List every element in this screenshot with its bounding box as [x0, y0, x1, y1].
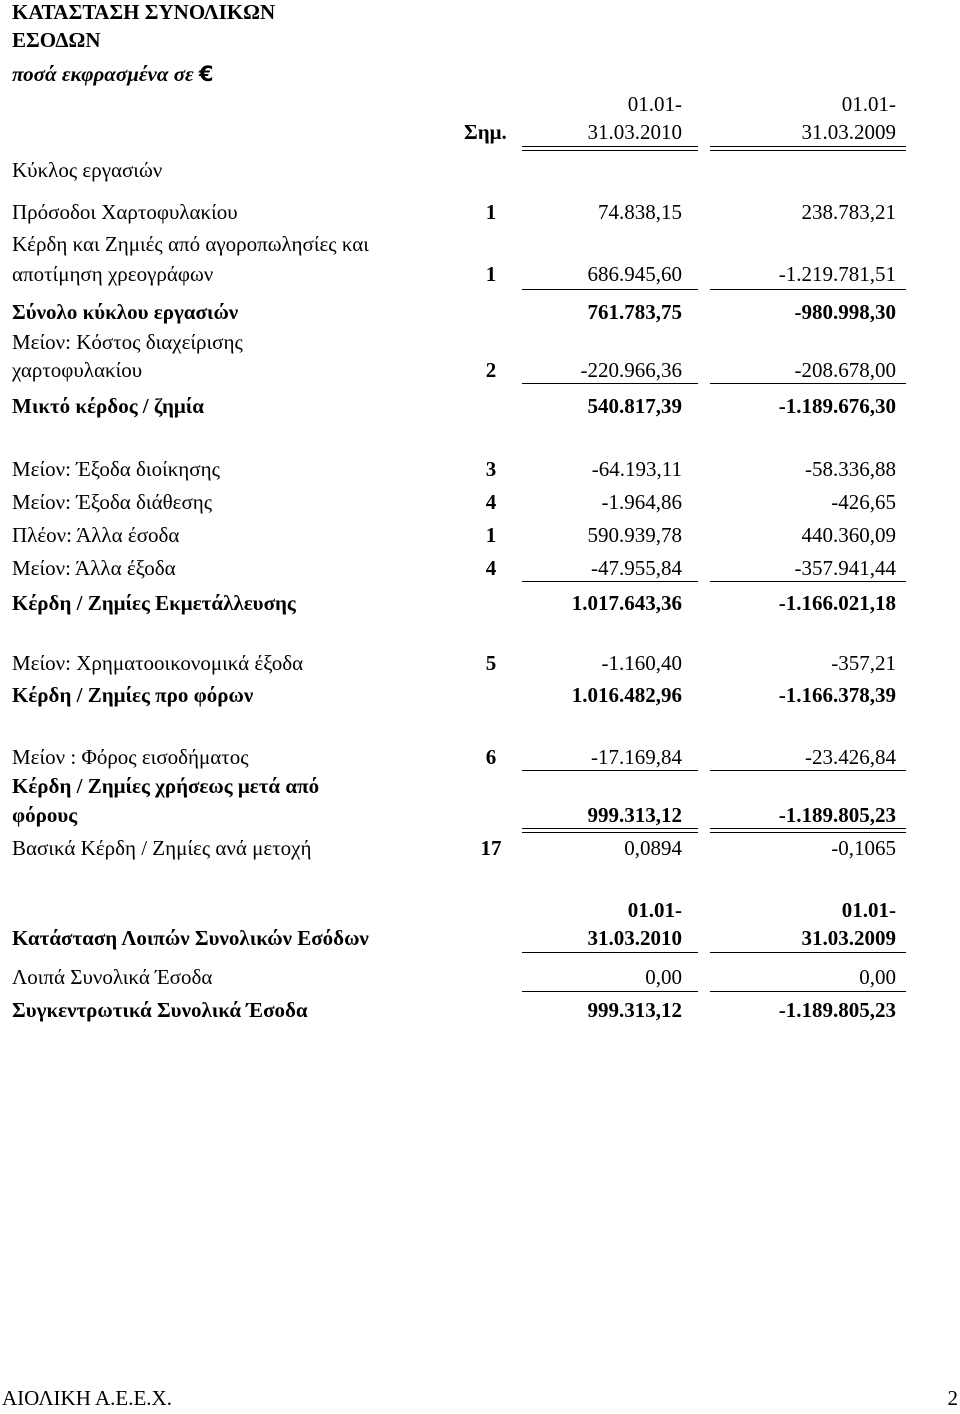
double-rule-1	[522, 828, 698, 833]
row-label-line2: αποτίμηση χρεογράφων	[12, 262, 214, 286]
oci-row-value-2010: 0,00	[645, 965, 682, 989]
row-value-2010: 1.016.482,96	[571, 683, 682, 707]
row-label: Σύνολο κύκλου εργασιών	[12, 300, 239, 324]
row-value-2009: 440.360,09	[801, 523, 896, 547]
subtitle-text: ποσά εκφρασμένα σε	[12, 62, 194, 86]
footer-company: ΑΙΟΛΙΚΗ Α.Ε.Ε.Χ.	[2, 1386, 172, 1410]
header-double-rule-2	[710, 146, 906, 151]
row-label: Μείον: Χρηματοοικονομικά έξοδα	[12, 651, 304, 675]
row-value-2010: 1.017.643,36	[571, 591, 682, 615]
underline	[710, 383, 906, 384]
oci-row-label: Λοιπά Συνολικά Έσοδα	[12, 965, 213, 989]
oci-title: Κατάσταση Λοιπών Συνολικών Εσόδων	[12, 926, 369, 950]
oci-row-value-2010: 999.313,12	[587, 998, 682, 1022]
note-column-header: Σημ.	[464, 120, 507, 144]
period1-header-line2: 31.03.2010	[587, 120, 682, 144]
row-label: Μείον: Άλλα έξοδα	[12, 556, 176, 580]
row-value-2009: -0,1065	[831, 836, 896, 860]
row-value-2009: -208.678,00	[794, 358, 896, 382]
oci-row-value-2009: 0,00	[859, 965, 896, 989]
row-label: Πλέον: Άλλα έσοδα	[12, 523, 180, 547]
row-value-2010: 74.838,15	[598, 200, 682, 224]
row-value-2010: -47.955,84	[591, 556, 682, 580]
row-label: Πρόσοδοι Χαρτοφυλακίου	[12, 200, 238, 224]
row-note: 1	[485, 262, 497, 286]
row-note: 17	[480, 836, 502, 860]
row-value-2010: 0,0894	[624, 836, 682, 860]
period1-header-line1: 01.01-	[627, 92, 682, 116]
page-title-line2: ΕΣΟΔΩΝ	[12, 28, 101, 52]
underline	[522, 383, 698, 384]
row-note: 4	[485, 556, 497, 580]
row-value-2009: -426,65	[831, 490, 896, 514]
row-value-2010: -17.169,84	[591, 745, 682, 769]
row-value-2009: -58.336,88	[805, 457, 896, 481]
row-label-line1: Κέρδη και Ζημιές από αγοροπωλησίες και	[12, 232, 369, 256]
row-value-2010: -1.160,40	[601, 651, 682, 675]
row-value-2009: -1.166.021,18	[778, 591, 896, 615]
row-value-2010: -64.193,11	[591, 457, 682, 481]
row-label: Μικτό κέρδος / ζημία	[12, 394, 205, 418]
oci-period2-line1: 01.01-	[841, 898, 896, 922]
row-value-2009: -1.166.378,39	[778, 683, 896, 707]
row-note: 2	[485, 358, 497, 382]
euro-icon: €	[198, 62, 214, 86]
page-title-line1: ΚΑΤΑΣΤΑΣΗ ΣΥΝΟΛΙΚΩΝ	[12, 0, 276, 24]
row-label: Βασικά Κέρδη / Ζημίες ανά μετοχή	[12, 836, 312, 860]
underline	[710, 770, 906, 771]
row-label: Κέρδη / Ζημίες προ φόρων	[12, 683, 254, 707]
row-value-2009: -1.189.805,23	[778, 803, 896, 827]
row-label: Κέρδη / Ζημίες Εκμετάλλευσης	[12, 591, 296, 615]
row-value-2010: -1.964,86	[601, 490, 682, 514]
row-value-2009: -980.998,30	[794, 300, 896, 324]
row-value-2009: 238.783,21	[801, 200, 896, 224]
row-note: 3	[485, 457, 497, 481]
oci-period2-line2: 31.03.2009	[801, 926, 896, 950]
row-note: 6	[485, 745, 497, 769]
row-label: Μείον: Έξοδα διοίκησης	[12, 457, 220, 481]
header-double-rule-1	[522, 146, 698, 151]
row-note: 5	[485, 651, 497, 675]
underline	[710, 991, 906, 992]
section-turnover: Κύκλος εργασιών	[12, 158, 163, 182]
row-value-2009: -1.219.781,51	[778, 262, 896, 286]
row-value-2010: -220.966,36	[580, 358, 682, 382]
row-value-2010: 761.783,75	[587, 300, 682, 324]
row-label-line2: φόρους	[12, 803, 78, 827]
period2-header-line1: 01.01-	[841, 92, 896, 116]
row-value-2010: 590.939,78	[587, 523, 682, 547]
oci-row-value-2009: -1.189.805,23	[778, 998, 896, 1022]
oci-period1-line2: 31.03.2010	[587, 926, 682, 950]
row-label: Μείον : Φόρος εισοδήματος	[12, 745, 249, 769]
underline	[522, 952, 698, 953]
underline	[710, 952, 906, 953]
row-label-line1: Μείον: Κόστος διαχείρισης	[12, 330, 243, 354]
double-rule-2	[710, 828, 906, 833]
underline	[522, 770, 698, 771]
row-note: 1	[485, 200, 497, 224]
underline	[522, 581, 698, 582]
row-value-2010: 999.313,12	[587, 803, 682, 827]
period2-header-line2: 31.03.2009	[801, 120, 896, 144]
row-note: 4	[485, 490, 497, 514]
oci-row-label: Συγκεντρωτικά Συνολικά Έσοδα	[12, 998, 308, 1022]
oci-period1-line1: 01.01-	[627, 898, 682, 922]
row-note: 1	[485, 523, 497, 547]
currency-subtitle	[12, 62, 214, 87]
row-value-2010: 686.945,60	[587, 262, 682, 286]
row-label-line1: Κέρδη / Ζημίες χρήσεως μετά από	[12, 774, 320, 798]
row-value-2009: -23.426,84	[805, 745, 896, 769]
underline	[522, 289, 698, 290]
underline	[522, 991, 698, 992]
row-value-2009: -357,21	[831, 651, 896, 675]
row-value-2009: -357.941,44	[794, 556, 896, 580]
underline	[710, 289, 906, 290]
row-label: Μείον: Έξοδα διάθεσης	[12, 490, 213, 514]
row-label-line2: χαρτοφυλακίου	[12, 358, 143, 382]
row-value-2009: -1.189.676,30	[778, 394, 896, 418]
underline	[710, 581, 906, 582]
row-value-2010: 540.817,39	[587, 394, 682, 418]
footer-page-number: 2	[947, 1386, 958, 1410]
